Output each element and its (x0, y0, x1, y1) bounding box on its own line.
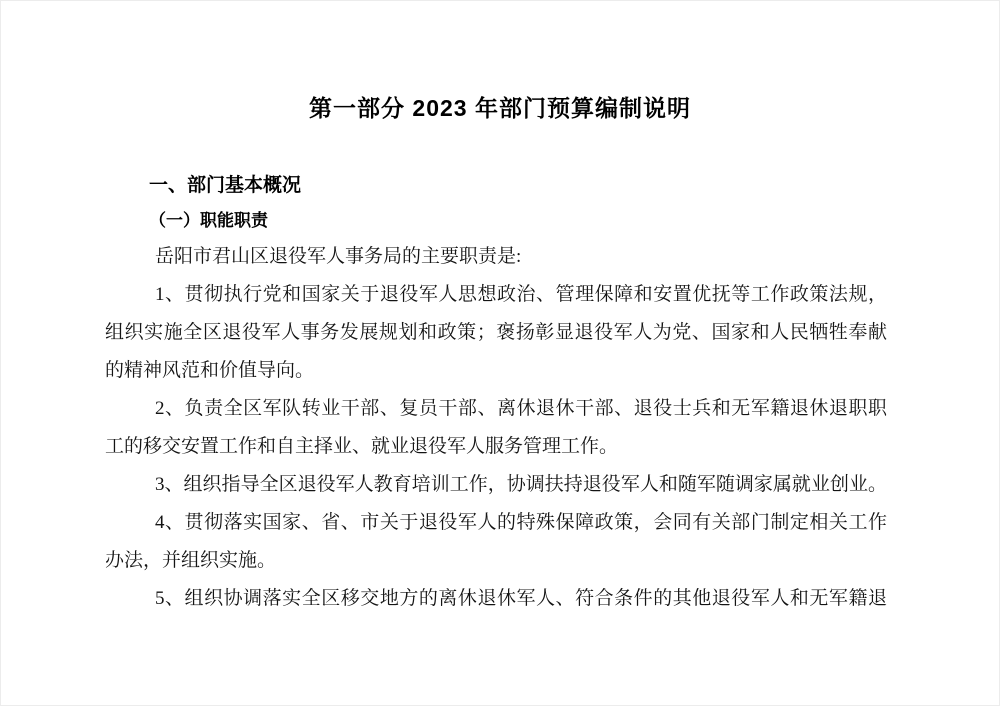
document-line: 岳阳市君山区退役军人事务局的主要职责是: (155, 246, 522, 267)
document-line: 工的移交安置工作和自主择业、就业退役军人服务管理工作。 (105, 436, 619, 457)
document-line: 1、贯彻执行党和国家关于退役军人思想政治、管理保障和安置优抚等工作政策法规， (155, 284, 887, 305)
section-heading: 一、部门基本概况 (149, 175, 302, 196)
document-line: 2、负责全区军队转业干部、复员干部、离休退休干部、退役士兵和无军籍退休退职职 (155, 398, 887, 419)
document-line: 5、组织协调落实全区移交地方的离休退休军人、符合条件的其他退役军人和无军籍退 (155, 588, 887, 609)
document-body (105, 168, 887, 618)
document-line: 4、贯彻落实国家、省、市关于退役军人的特殊保障政策，会同有关部门制定相关工作 (155, 512, 887, 533)
document-title: 第一部分 2023 年部门预算编制说明 (309, 95, 691, 121)
document-line: 的精神风范和价值导向。 (105, 360, 315, 381)
section-heading: （一）职能职责 (149, 211, 268, 230)
document-line: 组织实施全区退役军人事务发展规划和政策；褒扬彰显退役军人为党、国家和人民牺牲奉献 (105, 322, 887, 343)
document-line: 3、组织指导全区退役军人教育培训工作，协调扶持退役军人和随军随调家属就业创业。 (155, 474, 887, 495)
document-line: 办法，并组织实施。 (105, 550, 277, 571)
